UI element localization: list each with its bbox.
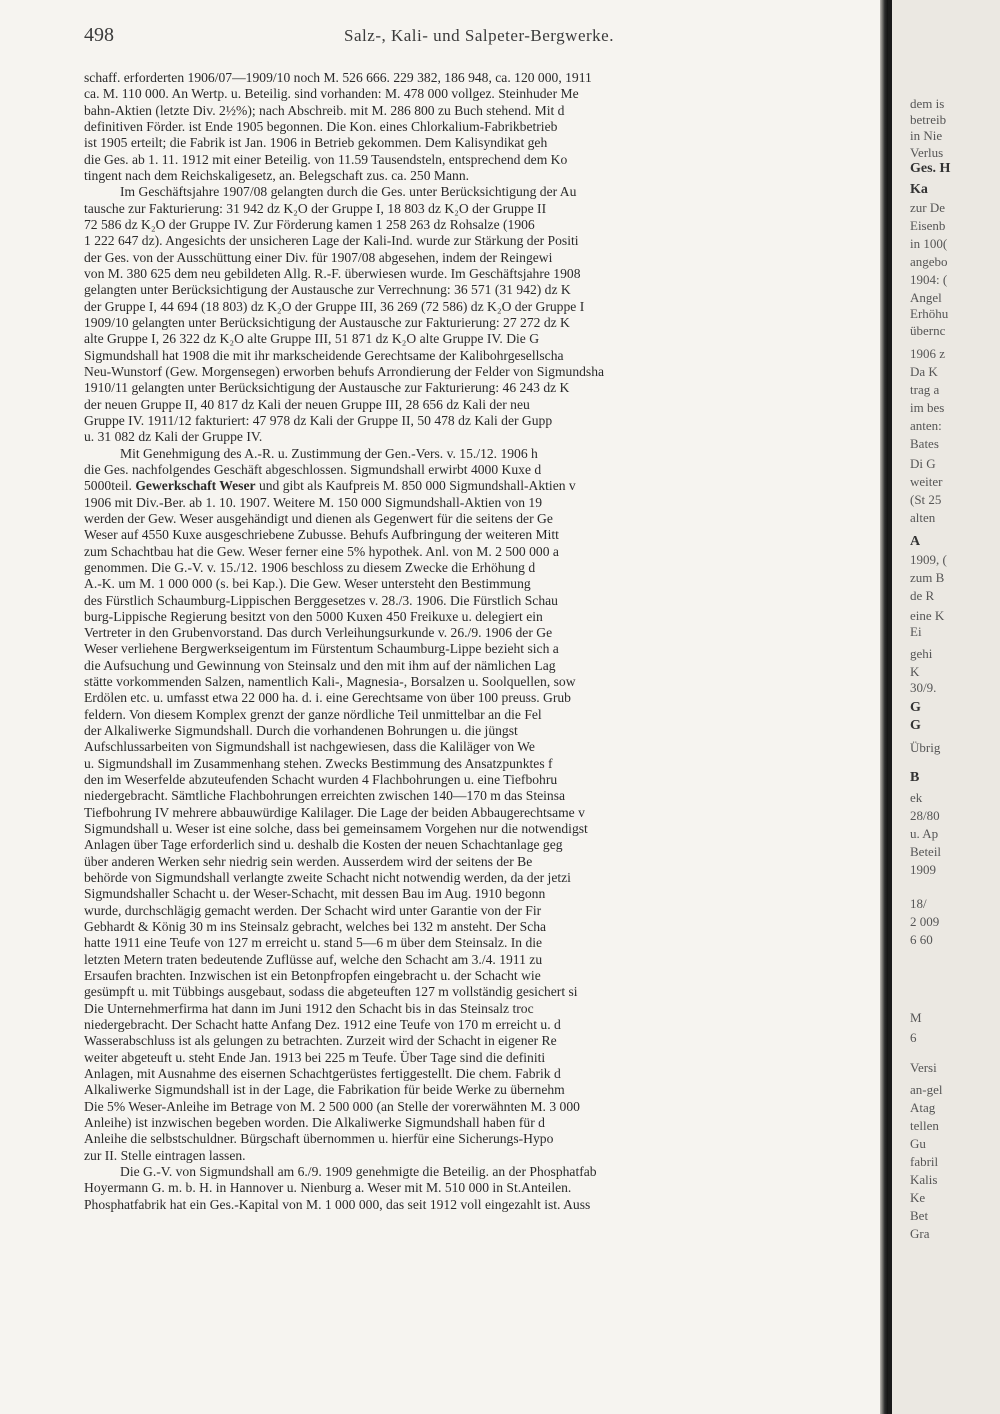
facing-page-fragment: G xyxy=(910,718,921,733)
text-line: u. 31 082 dz Kali der Gruppe IV. xyxy=(84,429,263,445)
text-line: die Aufsuchung und Gewinnung von Steinsalz und den mit ihm auf der nämlichen Lag xyxy=(84,657,556,673)
text-line: Tiefbohrung IV mehrere abbauwürdige Kalilager. Die Lage der beiden Abbaugerechtsame v xyxy=(84,804,585,820)
facing-page-fragment: Bates xyxy=(910,436,939,451)
facing-page-fragment: Ges. H xyxy=(910,161,951,176)
facing-page-fragment: 28/80 xyxy=(910,808,940,823)
facing-page-fragment: Verlus xyxy=(910,145,944,160)
facing-page-fragment: 1904: ( xyxy=(910,272,948,287)
facing-page-fragment: alten xyxy=(910,510,936,525)
text-line: ca. M. 110 000. An Wertp. u. Beteilig. sind vorhanden: M. 478 000 vollgez. Steinhuder Me xyxy=(84,86,579,102)
facing-page-fragment: tellen xyxy=(910,1118,939,1133)
text-line: die Ges. nachfolgendes Geschäft abgeschlossen. Sigmundshall erwirbt 4000 Kuxe d xyxy=(84,461,542,477)
text-line: werden der Gew. Weser ausgehändigt und dienen als Gegenwert für die seitens der Ge xyxy=(84,510,553,526)
facing-page-fragment: 18/ xyxy=(910,896,927,911)
text-line: feldern. Von diesem Komplex grenzt der ganze nördliche Teil unmittelbar an die Fel xyxy=(84,706,542,722)
facing-page-fragment: Ke xyxy=(910,1190,926,1205)
facing-page-fragment: Beteil xyxy=(910,844,942,859)
text-line: der Gruppe I, 44 694 (18 803) dz K₂O der Gruppe III, 36 269 (72 586) dz K₂O der Gruppe I xyxy=(84,298,585,314)
text-line: der Ges. von der Ausschüttung einer Div. für 1907/08 abgesehen, indem der Reingewi xyxy=(84,249,553,265)
paragraph xyxy=(84,70,874,184)
facing-page-fragment: Di G xyxy=(910,456,936,471)
page-number: 498 xyxy=(84,24,114,46)
text-line: Hoyermann G. m. b. H. in Hannover u. Nienburg a. Weser mit M. 510 000 in St.Anteilen. xyxy=(84,1180,572,1196)
paragraph xyxy=(84,1164,874,1213)
facing-page-fragment: betreib xyxy=(910,112,947,127)
text-line: über anderen Werken sehr niedrig sein werden. Ausserdem wird der seitens der Be xyxy=(84,853,533,869)
facing-page-fragment: 1909 xyxy=(910,862,936,877)
page-fold-shadow xyxy=(880,0,888,1414)
paragraph xyxy=(84,446,874,1164)
text-line: burg-Lippische Regierung besitzt von den 5000 Kuxen 450 Freikuxe u. delegiert ein xyxy=(84,608,543,624)
text-line: zum Schachtbau hat die Gew. Weser ferner eine 5% hypothek. Anl. von M. 2 500 000 a xyxy=(84,543,559,559)
text-line: den im Weserfelde abzuteufenden Schacht wurden 4 Flachbohrungen u. eine Tiefbohru xyxy=(84,772,558,788)
facing-page-fragment: im bes xyxy=(910,400,945,415)
text-line: die Ges. ab 1. 11. 1912 mit einer Beteilig. von 11.59 Tausendsteln, entsprechend dem Ko xyxy=(84,151,568,167)
text-line: tausche zur Fakturierung: 31 942 dz K₂O der Gruppe I, 18 803 dz K₂O der Gruppe II xyxy=(84,200,547,216)
facing-page-fragment: zur De xyxy=(910,200,946,215)
facing-page-edge xyxy=(892,0,1000,1414)
facing-page-fragment: eine K xyxy=(910,608,945,623)
facing-page-fragment: Angel xyxy=(910,290,942,305)
facing-page-fragment: Eisenb xyxy=(910,218,946,233)
text-line: Neu-Wunstorf (Gew. Morgensegen) erworben behufs Arrondierung der Felder von Sigmundsha xyxy=(84,363,605,379)
facing-page-fragment: Atag xyxy=(910,1100,936,1115)
text-line: Gebhardt & König 30 m ins Steinsalz gebracht, welches bei 132 m ansteht. Der Scha xyxy=(84,919,547,935)
text-line: 1906 mit Div.-Ber. ab 1. 10. 1907. Weitere M. 150 000 Sigmundshall-Aktien von 19 xyxy=(84,494,543,510)
facing-page-fragment: an-gel xyxy=(910,1082,943,1097)
facing-page-fragment: de R xyxy=(910,588,935,603)
text-line: zur II. Stelle eintragen lassen. xyxy=(84,1147,246,1163)
text-line: 72 586 dz K₂O der Gruppe IV. Zur Förderung kamen 1 258 263 dz Rohsalze (1906 xyxy=(84,216,535,232)
facing-page-fragment: Da K xyxy=(910,364,938,379)
facing-page-fragment: 6 xyxy=(910,1030,917,1045)
text-line: Im Geschäftsjahre 1907/08 gelangten durch die Ges. unter Berücksichtigung der Au xyxy=(120,184,577,200)
facing-page-fragment: 6 60 xyxy=(910,932,933,947)
facing-page-fragment: Bet xyxy=(910,1208,929,1223)
body-text xyxy=(84,70,874,1213)
text-line: ist 1905 erteilt; die Fabrik ist Jan. 1906 in Betrieb gekommen. Dem Kalisyndikat geh xyxy=(84,135,548,151)
facing-page-fragment: 1909, ( xyxy=(910,552,947,567)
facing-page-fragment: A xyxy=(910,534,921,549)
text-line: niedergebracht. Der Schacht hatte Anfang Dez. 1912 eine Teufe von 170 m erreicht u. d xyxy=(84,1017,561,1033)
running-title: Salz-, Kali- und Salpeter-Bergwerke. xyxy=(344,26,614,45)
text-line: Alkaliwerke Sigmundshall ist in der Lage, die Fabrikation für beide Werke zu übernehm xyxy=(84,1082,565,1098)
facing-page-fragment: weiter xyxy=(910,474,943,489)
facing-page-fragment: Ka xyxy=(910,182,928,197)
text-line: Weser verliehene Bergwerkseigentum im Fürstentum Schaumburg-Lippe bezieht sich a xyxy=(84,641,559,657)
text-line: 1909/10 gelangten unter Berücksichtigung der Austausche zur Fakturierung: 27 272 dz K xyxy=(84,314,570,330)
text-line: behörde von Sigmundshall verlangte zweite Schacht nicht notwendig werden, da der jetzi xyxy=(84,870,571,886)
text-line: A.-K. um M. 1 000 000 (s. bei Kap.). Die Gew. Weser untersteht den Bestimmung xyxy=(84,576,531,592)
text-line: Vertreter in den Grubenvorstand. Das durch Verleihungsurkunde v. 26./9. 1906 der Ge xyxy=(84,625,553,641)
text-line: Sigmundshall u. Weser ist eine solche, dass bei gemeinsamem Vorgehen nur die notwendigst xyxy=(84,821,588,837)
text-line: Die 5% Weser-Anleihe im Betrage von M. 2 500 000 (an Stelle der vorerwähnten M. 3 000 xyxy=(84,1098,580,1114)
facing-page-fragment: in 100( xyxy=(910,236,948,251)
text-line: u. Sigmundshall im Zusammenhang stehen. Zwecks Bestimmung des Ansatzpunktes f xyxy=(84,755,553,771)
text-line: gesümpft u. mit Tübbings ausgebaut, sodass die abgeteuften 127 m vollständig gesichert si xyxy=(84,984,578,1000)
facing-page-fragment: 30/9. xyxy=(910,680,937,695)
company-name-emphasis: Gewerkschaft Weser xyxy=(135,478,256,494)
facing-page-fragment: zum B xyxy=(910,570,945,585)
text-line: stätte vorkommenden Salzen, namentlich Kali-, Magnesia-, Borsalzen u. Soolquellen, sow xyxy=(84,674,576,690)
text-line: Aufschlussarbeiten von Sigmundshall ist nachgewiesen, dass die Kaliläger von We xyxy=(84,739,535,755)
text-line: Anleihe die selbstschuldner. Bürgschaft übernommen u. hierfür eine Sicherungs-Hypo xyxy=(84,1131,554,1147)
text-line: der neuen Gruppe II, 40 817 dz Kali der neuen Gruppe III, 28 656 dz Kali der neu xyxy=(84,396,530,412)
facing-page-fragment: K xyxy=(910,664,920,679)
facing-page-fragment: übernc xyxy=(910,323,946,338)
text-line: Mit Genehmigung des A.-R. u. Zustimmung der Gen.-Vers. v. 15./12. 1906 h xyxy=(120,445,538,461)
text-line: weiter abgeteuft u. steht Ende Jan. 1913 bei 225 m Teufe. Über Tage sind die definiti xyxy=(84,1049,546,1065)
facing-page-fragment: Ei xyxy=(910,624,922,639)
facing-page-fragment: anten: xyxy=(910,418,942,433)
text-line: Anlagen, mit Ausnahme des eisernen Schachtgerüstes fertiggestellt. Die chem. Fabrik d xyxy=(84,1066,561,1082)
facing-page-fragment: fabril xyxy=(910,1154,939,1169)
text-line: der Alkaliwerke Sigmundshall. Durch die vorhandenen Bohrungen u. die jüngst xyxy=(84,723,518,739)
text-line: Gruppe IV. 1911/12 fakturiert: 47 978 dz Kali der Gruppe II, 50 478 dz Kali der Gupp xyxy=(84,412,553,428)
text-line: 1910/11 gelangten unter Berücksichtigung der Austausche zur Fakturierung: 46 243 dz K xyxy=(84,380,570,396)
facing-page-fragment: 2 009 xyxy=(910,914,940,929)
facing-page-fragment: gehi xyxy=(910,646,933,661)
facing-page-fragment: ek xyxy=(910,790,923,805)
facing-page-fragment: in Nie xyxy=(910,128,943,143)
text-line: Sigmundshaller Schacht u. der Weser-Schacht, mit dessen Bau im Aug. 1910 begonn xyxy=(84,886,546,902)
facing-page-fragment: Gu xyxy=(910,1136,926,1151)
page-header xyxy=(84,24,874,50)
facing-page-fragment: B xyxy=(910,770,920,785)
text-line: Die Unternehmerfirma hat dann im Juni 1912 den Schacht bis in das Steinsalz troc xyxy=(84,1000,534,1016)
text-line: alte Gruppe I, 26 322 dz K₂O alte Gruppe III, 51 871 dz K₂O alte Gruppe IV. Die G xyxy=(84,331,540,347)
facing-page-fragment: M xyxy=(910,1010,922,1025)
facing-page-fragment: Übrig xyxy=(910,740,941,755)
text-line: Anleihe) ist inzwischen begeben worden. Die Alkaliwerke Sigmundshall haben für d xyxy=(84,1115,545,1130)
text-line: genommen. Die G.-V. v. 15./12. 1906 beschloss zu diesem Zwecke die Erhöhung d xyxy=(84,559,536,575)
facing-page-fragment: G xyxy=(910,700,921,715)
text-line: Die G.-V. von Sigmundshall am 6./9. 1909 genehmigte die Beteilig. an der Phosphatfab xyxy=(120,1163,597,1179)
text-line: Erdölen etc. u. umfasst etwa 22 000 ha. d. i. eine Gerechtsame von über 100 preuss. Grub xyxy=(84,690,571,706)
facing-page-fragment: Gra xyxy=(910,1226,930,1241)
text-line: hatte 1911 eine Teufe von 127 m erreicht u. stand 5—6 m über dem Steinsalz. In die xyxy=(84,935,543,951)
facing-page-fragment: angebo xyxy=(910,254,948,269)
facing-page-fragment: Kalis xyxy=(910,1172,938,1187)
text-line: Weser auf 4550 Kuxe ausgeschriebene Zubusse. Behufs Aufbringung der weiteren Mitt xyxy=(84,527,559,543)
facing-page-fragment: u. Ap xyxy=(910,826,939,841)
facing-page-fragment: Versi xyxy=(910,1060,937,1075)
text-line: definitiven Förder. ist Ende 1905 begonnen. Die Kon. eines Chlorkalium-Fabrikbetrieb xyxy=(84,118,558,134)
text-line: von M. 380 625 dem neu gebildeten Allg. R.-F. überwiesen wurde. Im Geschäftsjahre 1908 xyxy=(84,265,581,281)
text-line: Ersaufen brachten. Inzwischen ist ein Betonpfropfen eingebracht u. der Schacht wie xyxy=(84,968,541,984)
text-line: Anlagen über Tage erforderlich sind u. deshalb die Kosten der neuen Schachtanlage geg xyxy=(84,837,563,853)
text-line: Sigmundshall hat 1908 die mit ihr markscheidende Gerechtsame der Kalibohrgesellscha xyxy=(84,347,564,363)
text-line: letzten Metern traten bedeutende Zuflüsse auf, welche den Schacht am 3./4. 1911 zu xyxy=(84,951,543,967)
facing-page-fragment: dem is xyxy=(910,96,945,111)
facing-page-fragment: 1906 z xyxy=(910,346,946,361)
text-line: 1 222 647 dz). Angesichts der unsicheren Lage der Kali-Ind. wurde zur Stärkung der Positi xyxy=(84,233,579,249)
paragraph xyxy=(84,184,874,445)
text-line: schaff. erforderten 1906/07—1909/10 noch M. 526 666. 229 382, 186 948, ca. 120 000, 1911 xyxy=(84,70,592,85)
text-line: 5000teil. Gewerkschaft Weser und gibt als Kaufpreis M. 850 000 Sigmundshall-Aktien v xyxy=(84,478,576,494)
text-line: tingent nach dem Reichskaligesetz, an. Belegschaft zus. ca. 250 Mann. xyxy=(84,167,470,183)
facing-page-fragment: Erhöhu xyxy=(910,306,949,321)
facing-page-fragment: trag a xyxy=(910,382,940,397)
text-line: wurde, durchschlägig gemacht werden. Der Schacht wird unter Garantie von der Fir xyxy=(84,902,542,918)
text-line: Wasserabschluss ist als gelungen zu betrachten. Zurzeit wird der Schacht in eigener Re xyxy=(84,1033,557,1049)
facing-page-fragment: (St 25 xyxy=(910,492,942,507)
text-line: gelangten unter Berücksichtigung der Austausche zur Verrechnung: 36 571 (31 942) dz K xyxy=(84,282,571,298)
text-line: bahn-Aktien (letzte Div. 2½%); nach Abschreib. mit M. 286 800 zu Buch stehend. Mit d xyxy=(84,102,565,118)
text-line: niedergebracht. Sämtliche Flachbohrungen erreichten zwischen 140—170 m das Steinsa xyxy=(84,788,566,804)
text-line: des Fürstlich Schaumburg-Lippischen Berggesetzes v. 28./3. 1906. Die Fürstlich Schau xyxy=(84,592,558,608)
text-line: Phosphatfabrik hat ein Ges.-Kapital von M. 1 000 000, das seit 1912 voll eingezahlt ist. Auss xyxy=(84,1196,591,1212)
